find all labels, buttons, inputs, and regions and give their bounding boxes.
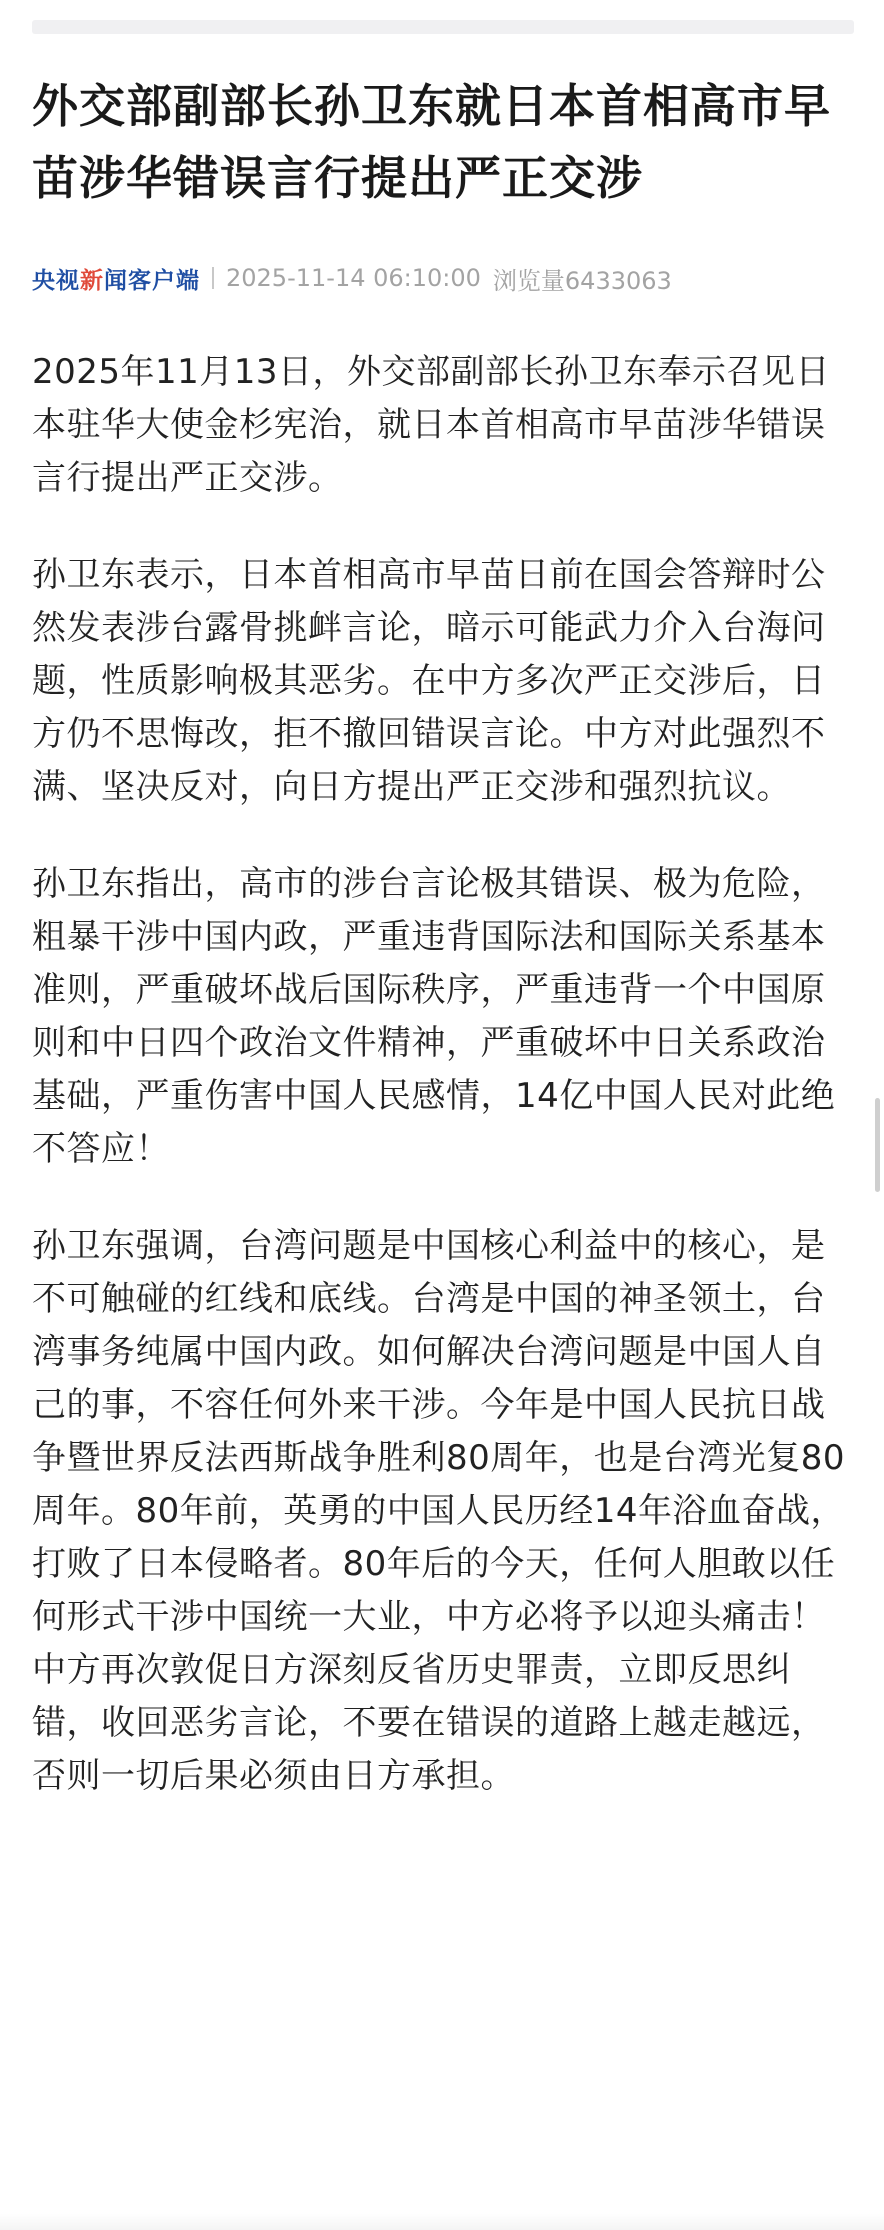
article-paragraph: 孙卫东指出，高市的涉台言论极其错误、极为危险，粗暴干涉中国内政，严重违背国际法和国际关系基本准则，严重破坏战后国际秩序，严重违背一个中国原则和中日四个政治文件精神，严重破坏中日关系政治基础，严重伤害中国人民感情，14亿中国人民对此绝不答应！ — [32, 864, 836, 1169]
article-paragraph: 2025年11月13日，外交部副部长孙卫东奉示召见日本驻华大使金杉宪治，就日本首相高市早苗涉华错误言行提出严正交涉。 — [32, 352, 831, 498]
article-paragraph: 孙卫东表示，日本首相高市早苗日前在国会答辩时公然发表涉台露骨挑衅言论，暗示可能武力介入台海问题，性质影响极其恶劣。在中方多次严正交涉后，日方仍不思悔改，拒不撤回错误言论。中方对此强烈不满、坚决反对，向日方提出严正交涉和强烈抗议。 — [32, 555, 826, 807]
view-count: 浏览量6433063 — [492, 266, 672, 295]
meta-divider — [212, 267, 214, 289]
source-logo[interactable] — [32, 262, 200, 295]
article-meta — [32, 258, 672, 298]
publish-datetime: 2025-11-14 06:10:00 — [226, 264, 481, 292]
source-name-accent: 新 — [80, 267, 104, 294]
bottom-edge — [0, 2214, 884, 2230]
source-name-part2: 闻客户端 — [104, 267, 200, 294]
source-name-part1: 央视 — [32, 267, 80, 294]
top-placeholder-bar — [32, 20, 854, 34]
article-title: 外交部副部长孙卫东就日本首相高市早苗涉华错误言行提出严正交涉 — [32, 79, 831, 205]
article-body — [32, 346, 858, 1847]
article-paragraph: 孙卫东强调，台湾问题是中国核心利益中的核心，是不可触碰的红线和底线。台湾是中国的神圣领土，台湾事务纯属中国内政。如何解决台湾问题是中国人自己的事，不容任何外来干涉。今年是中国人民抗日战争暨世界反法西斯战争胜利80周年，也是台湾光复80周年。80年前，英勇的中国人民历经14年浴血奋战，打败了日本侵略者。80年后的今天，任何人胆敢以任何形式干涉中国统一大业，中方必将予以迎头痛击！中方再次敦促日方深刻反省历史罪责，立即反思纠错，收回恶劣言论，不要在错误的道路上越走越远，否则一切后果必须由日方承担。 — [32, 1226, 846, 1796]
scrollbar-thumb[interactable] — [875, 1098, 880, 1192]
